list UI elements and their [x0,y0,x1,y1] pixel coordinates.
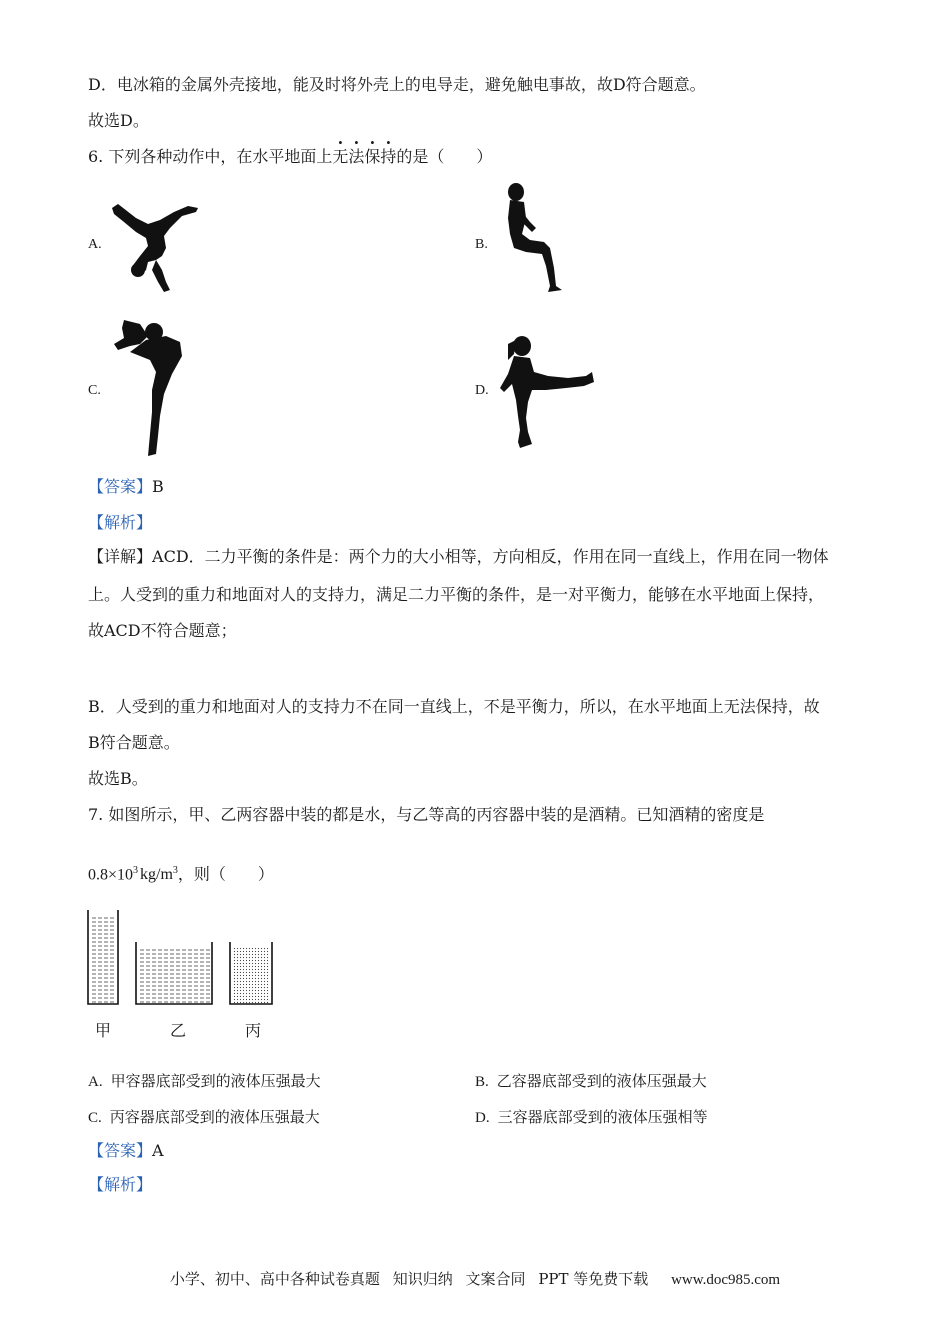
q6-detail-line [88,546,829,568]
standing-split-silhouette-icon [110,316,186,458]
q6-stem-suffix: 的是（ ） [396,147,493,166]
q7-option-d [475,1106,708,1129]
q6-emph-char: 持 [380,147,397,166]
option-text: 三容器底部受到的液体压强相等 [497,1108,708,1126]
q6-emph-char: 法 [348,147,365,166]
density-unit: kg/m [140,866,173,884]
high-kick-silhouette-icon [498,332,598,452]
q6-b-explanation: B符合题意。 [88,733,180,752]
q6-option-c-label: C. [88,383,101,398]
density-unit-exponent: 3 [172,865,178,876]
q5-choice: 故选D。 [88,111,149,130]
page-footer [0,1268,950,1289]
q6-detail-line: 故ACD不符合题意； [88,621,237,640]
q6-option-d-label: D. [475,383,489,398]
q7-stem: 7. 如图所示，甲、乙两容器中装的都是水，与乙等高的丙容器中装的是酒精。已知酒精的密度是 [88,805,765,824]
footer-text: 文案合同 [465,1270,526,1288]
option-text: 丙容器底部受到的液体压强最大 [109,1108,320,1126]
answer-value: B [152,477,164,496]
q7-stem-end: ，则（ ） [177,866,274,884]
footer-text: 知识归纳 [392,1270,453,1288]
q6-detail-line: 上。人受到的重力和地面对人的支持力，满足二力平衡的条件，是一对平衡力，能够在水平地面上保持， [88,585,825,604]
q5-option-d-explanation: D．电冰箱的金属外壳接地，能及时将外壳上的电导走，避免触电事故，故D符合题意。 [88,75,706,94]
q7-density-formula [88,860,274,886]
q7-analysis-tag: 【解析】 [88,1175,153,1194]
q6-emph-char: 无 [332,147,349,166]
sitting-no-chair-silhouette-icon [500,182,566,294]
q6-stem-prefix: 6. 下列各种动作中，在水平地面上 [88,147,333,166]
footer-text: PPT 等免费下载 [538,1270,649,1288]
container-label-yi: 乙 [170,1021,187,1040]
q7-answer [88,1140,164,1162]
q6-option-a-label: A. [88,237,102,252]
q6-stem [88,146,492,168]
container-label-jia: 甲 [95,1021,112,1040]
answer-tag: 【答案】 [88,1141,153,1160]
q7-option-c [88,1106,320,1129]
option-label: C. [88,1110,102,1126]
q6-choice: 故选B。 [88,769,148,788]
containers-figure [86,908,276,1010]
option-label: D. [475,1110,490,1126]
answer-tag: 【答案】 [88,477,153,496]
footer-text: 小学、初中、高中各种试卷真题 [169,1270,380,1288]
option-label: A. [88,1074,103,1090]
answer-value: A [152,1141,164,1160]
footer-site-link[interactable]: www.doc985.com [671,1272,781,1288]
option-text: 甲容器底部受到的液体压强最大 [110,1072,321,1090]
container-label-bing: 丙 [245,1021,262,1040]
option-label: B. [475,1074,489,1090]
density-exponent: 3 [133,865,139,876]
container-jia [88,910,118,1004]
container-bing [230,942,272,1004]
density-base: 0.8×10 [88,866,134,884]
option-text: 乙容器底部受到的液体压强最大 [496,1072,707,1090]
q6-emph-char: 保 [364,147,381,166]
detail-text: ACD．二力平衡的条件是：两个力的大小相等，方向相反，作用在同一直线上，作用在同一物体 [152,547,829,566]
q6-b-explanation: B．人受到的重力和地面对人的支持力不在同一直线上，不是平衡力，所以，在水平地面上无法保持，故 [88,697,820,716]
q6-option-b-label: B. [475,237,488,252]
q6-answer [88,476,164,498]
breakdance-silhouette-icon [108,198,204,294]
q7-option-a [88,1070,321,1093]
q7-option-b [475,1070,707,1093]
detail-tag: 【详解】 [88,547,153,566]
container-yi [136,942,212,1004]
q6-analysis-tag: 【解析】 [88,513,153,532]
